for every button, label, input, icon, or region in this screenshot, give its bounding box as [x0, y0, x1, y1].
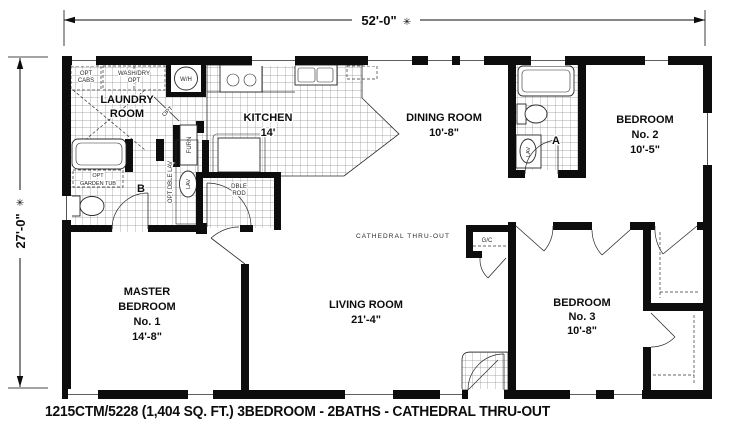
master-dim-label: 14'-8": [132, 331, 162, 343]
bedroom2-number-label: No. 2: [631, 129, 659, 141]
bath-b-letter: B: [137, 183, 145, 195]
gc-door-arc: [480, 258, 488, 278]
dining-room-dim-label: 10'-8": [429, 127, 459, 139]
laundry-room-label-2: ROOM: [109, 108, 145, 120]
arrow-down-icon: [17, 376, 23, 387]
water-heater-label: W/H: [180, 77, 192, 83]
lav-label-a: LAV: [526, 147, 532, 157]
dining-room-label: DINING ROOM: [406, 112, 482, 124]
bedroom3-door-arc: [544, 226, 553, 251]
dimension-star-icon: ✳: [402, 17, 412, 28]
width-dimension-label: 52'-0": [361, 13, 397, 28]
dble-rod-label-2: ROD: [232, 191, 246, 197]
bedroom2-door-leaf: [602, 230, 630, 255]
arrow-right-icon: [694, 17, 705, 23]
bathtub-icon: [72, 139, 126, 169]
master-number-label: No. 1: [133, 316, 161, 328]
wash-dry-label-2: OPT: [127, 78, 141, 84]
master-door-arc: [211, 227, 239, 238]
kitchen-label: KITCHEN: [243, 112, 293, 124]
height-dimension-label: 27'-0": [13, 213, 28, 249]
master-door-leaf: [211, 238, 245, 264]
arrow-up-icon: [17, 58, 23, 69]
dble-rod-label: DBLE: [231, 184, 247, 190]
toilet-icon: [80, 197, 104, 216]
closet1-door-leaf: [663, 226, 697, 254]
kitchen-dim-label: 14': [260, 127, 276, 139]
width-dimension: [64, 10, 705, 46]
bedroom3-label: BEDROOM: [553, 297, 611, 309]
dimension-star-icon: ✳: [15, 198, 25, 209]
island-cabinet: [218, 138, 260, 172]
closet1-door-arc: [655, 226, 663, 254]
cathedral-thruout-label: CATHEDRAL THRU-OUT: [355, 233, 451, 240]
closet2-door-arc: [651, 337, 675, 347]
master-bedroom-label: MASTER: [123, 286, 171, 298]
wash-dry-label: WASH/DRY: [117, 71, 151, 77]
height-dimension: [8, 57, 48, 388]
opt-garden-tub-label: OPT: [92, 173, 104, 179]
opt-garden-tub-label-2: GARDEN TUB: [80, 181, 116, 187]
bedroom2-door-arc: [592, 230, 602, 255]
gc-door-leaf: [488, 258, 506, 278]
living-room-label: LIVING ROOM: [329, 299, 403, 311]
toilet-icon: [525, 105, 547, 123]
opt-door-label: OPT: [161, 105, 175, 119]
opt-cabs-label-2: CABS: [77, 78, 95, 84]
bedroom2-label: BEDROOM: [616, 114, 674, 126]
bathtub-icon: [518, 66, 574, 96]
laundry-room-label: LAUNDRY: [100, 94, 154, 106]
arrow-left-icon: [64, 17, 75, 23]
opt-dble-lav-label: OPT DBLE LAV: [168, 160, 174, 204]
model-caption: 1215CTM/5228 (1,404 SQ. FT.) 3BEDROOM - 2BATHS - CATHEDRAL THRU-OUT: [45, 404, 551, 420]
closet2-door-leaf: [651, 313, 675, 337]
bedroom3-door-leaf: [516, 226, 544, 251]
lav-label-b: LAV: [186, 179, 192, 189]
bath-a-letter: A: [552, 135, 560, 147]
bedroom2-dim-label: 10'-5": [630, 144, 660, 156]
front-door-gap: [468, 389, 504, 400]
master-bedroom-label-2: BEDROOM: [118, 301, 176, 313]
opt-cabs-label: OPT: [79, 71, 93, 77]
entry-tile: [462, 352, 508, 390]
bedroom3-dim-label: 10'-8": [567, 325, 597, 337]
bedroom3-number-label: No. 3: [568, 311, 596, 323]
furnace-label: FURN: [187, 136, 193, 154]
living-room-dim-label: 21'-4": [351, 314, 381, 326]
gc-closet-label: G/C: [481, 238, 493, 244]
